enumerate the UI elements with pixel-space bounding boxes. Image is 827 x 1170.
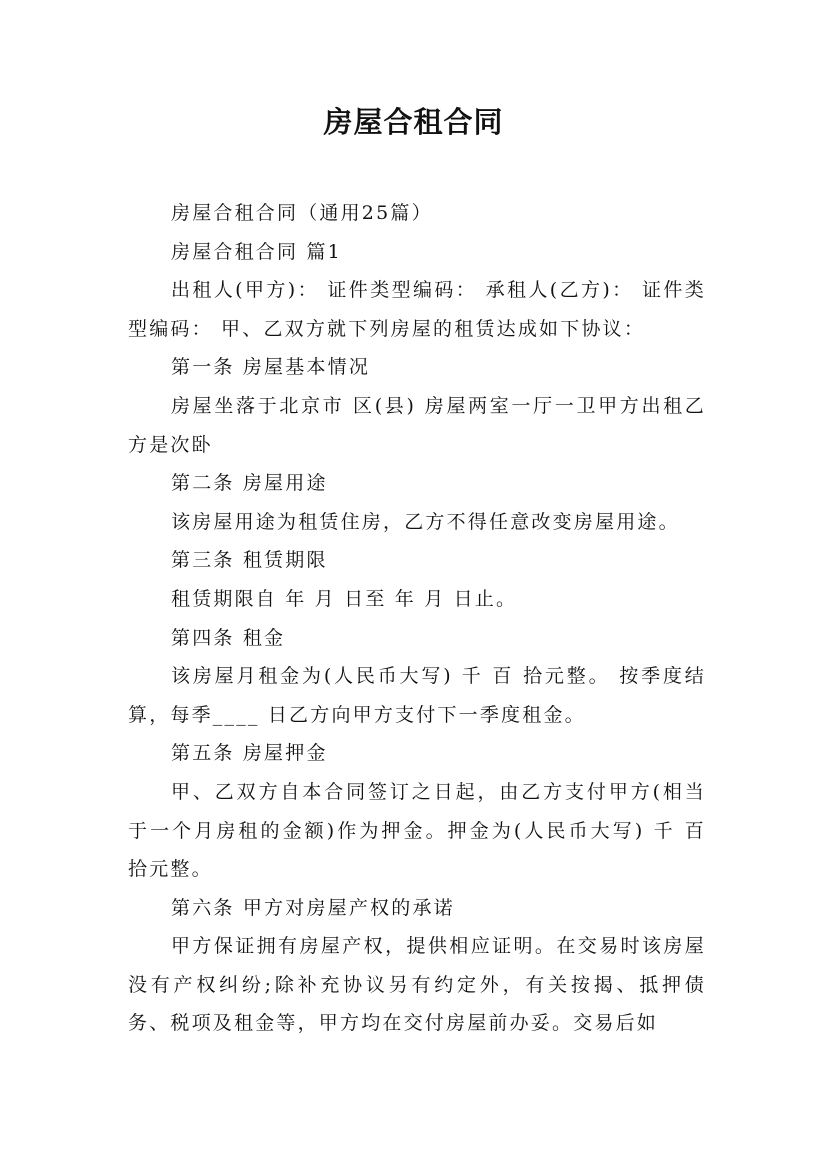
article-4-text: 该房屋月租金为(人民币大写) 千 百 拾元整。 按季度结算，每季____ 日乙方向甲方支付下一季度租金。 [128, 665, 706, 726]
document-title: 房屋合租合同 [323, 105, 504, 139]
paragraph-parties: 出租人(甲方)： 证件类型编码： 承租人(乙方)： 证件类型编码： 甲、乙双方就下列房屋的租赁达成如下协议： [128, 279, 706, 340]
article-6-heading: 第六条 甲方对房屋产权的承诺 [171, 896, 455, 919]
article-1-text: 房屋坐落于北京市 区(县) 房屋两室一厅一卫甲方出租乙方是次卧 [128, 394, 706, 456]
article-2-text: 该房屋用途为租赁住房，乙方不得任意改变房屋用途。 [171, 510, 680, 533]
article-2-heading: 第二条 房屋用途 [171, 472, 328, 495]
article-5-text: 甲、乙双方自本合同签订之日起，由乙方支付甲方(相当于一个月房租的金额)作为押金。押金为(人民币大写) 千 百 拾元整。 [128, 780, 706, 881]
article-5-heading: 第五条 房屋押金 [171, 742, 328, 765]
article-1-heading: 第一条 房屋基本情况 [171, 356, 371, 379]
paragraph-subtitle: 房屋合租合同（通用25篇） [171, 202, 433, 224]
paragraph-chapter-heading: 房屋合租合同 篇1 [171, 240, 342, 263]
article-4-heading: 第四条 租金 [171, 626, 286, 649]
document-body [128, 194, 706, 1043]
article-3-text: 租赁期限自 年 月 日至 年 月 日止。 [171, 587, 518, 610]
article-6-text: 甲方保证拥有房屋产权，提供相应证明。在交易时该房屋没有产权纠纷;除补充协议另有约定外，有关按揭、抵押债务、税项及租金等，甲方均在交付房屋前办妥。交易后如 [128, 935, 706, 1035]
article-3-heading: 第三条 租赁期限 [171, 549, 328, 572]
